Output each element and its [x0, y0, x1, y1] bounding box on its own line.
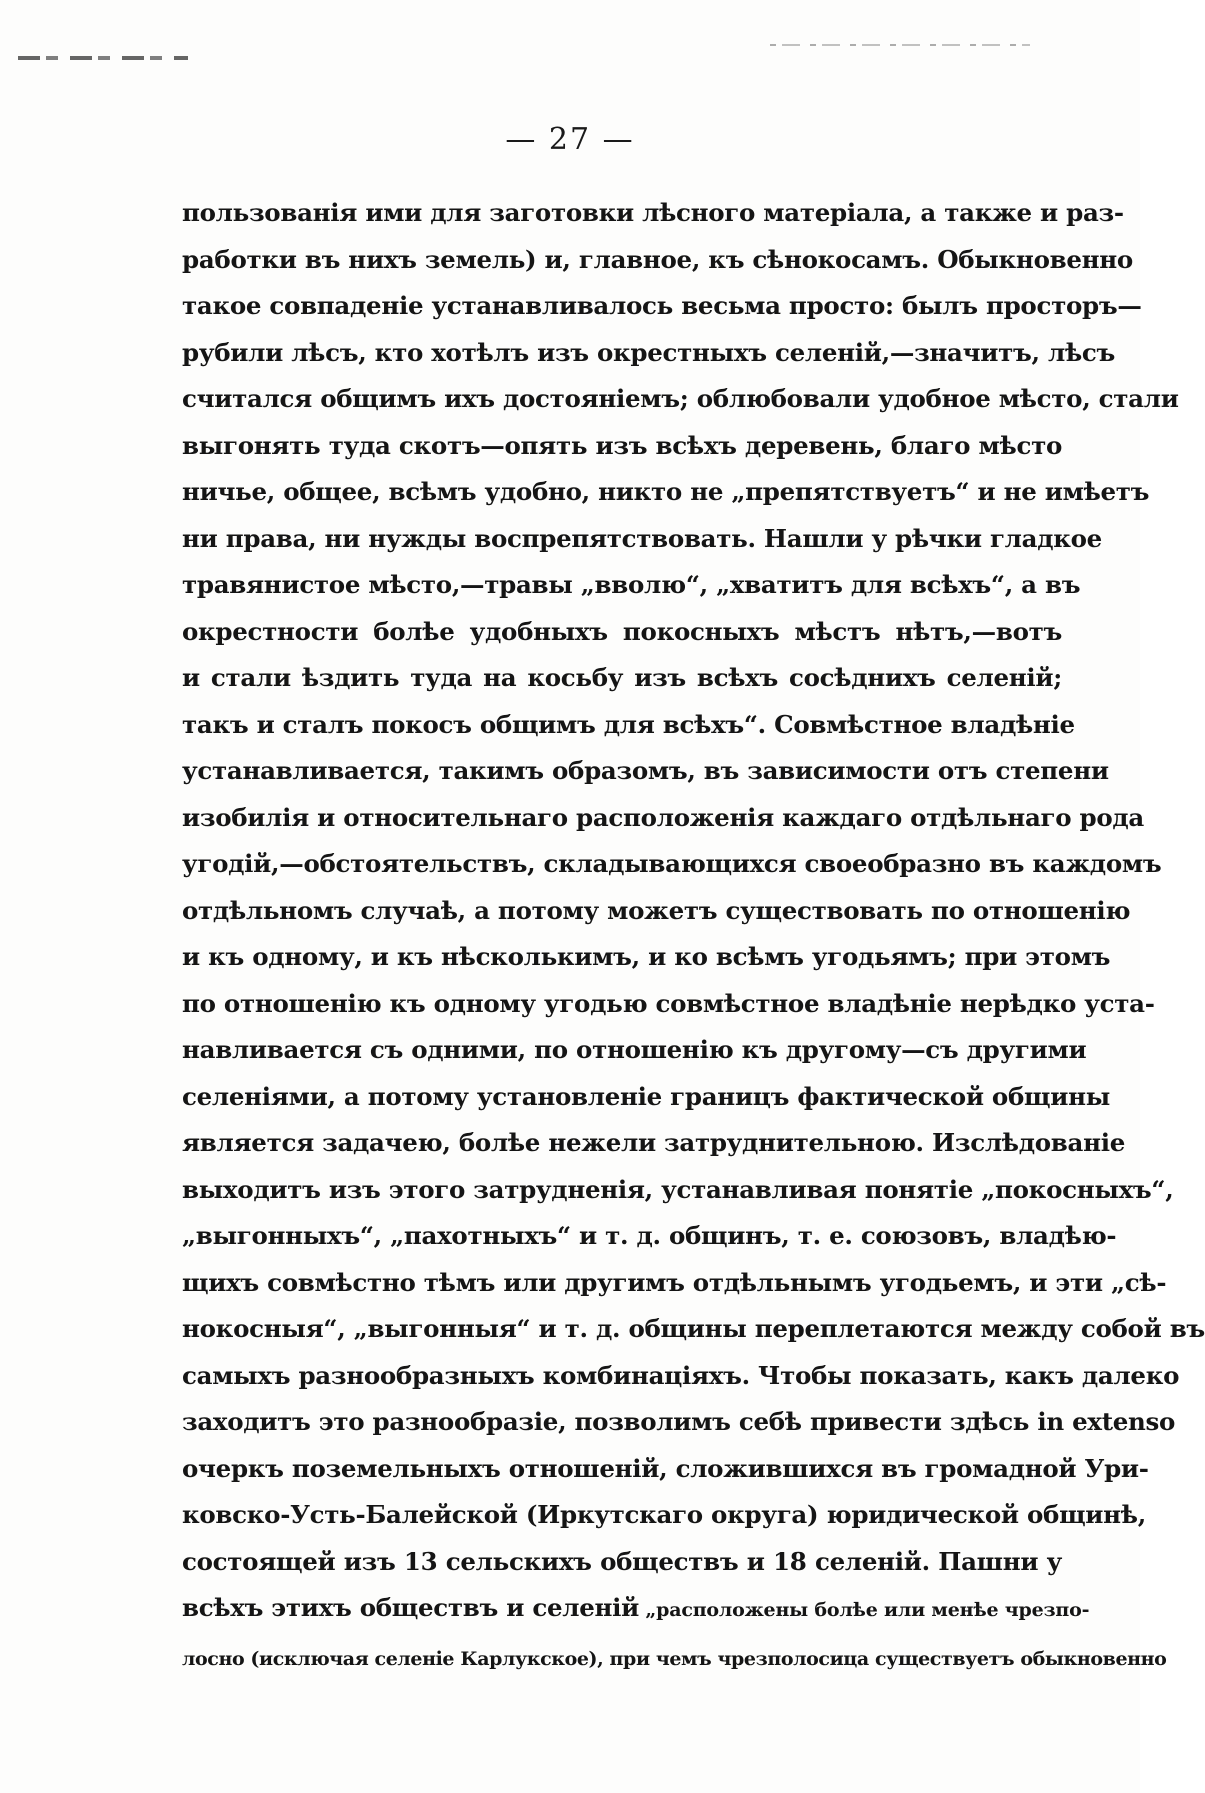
text-line: по отношенію къ одному угодью совмѣстное владѣніе нерѣдко уста- [182, 988, 1155, 1018]
text-line: ковско-Усть-Балейской (Иркутскаго округа) юридической общинѣ, [182, 1500, 1146, 1529]
page-number: — 27 — [505, 122, 635, 157]
text-line-mixed [182, 1585, 1090, 1632]
text-line: самыхъ разнообразныхъ комбинаціяхъ. Чтобы показать, какъ далеко [182, 1360, 1180, 1390]
text-line: работки въ нихъ земель) и, главное, къ сѣнокосамъ. Обыкновенно [182, 244, 1133, 274]
scan-artifact-right [770, 44, 1030, 46]
text-line: изобилія и относительнаго расположенія каждаго отдѣльнаго рода [182, 802, 1144, 832]
text-line: ни права, ни нужды воспрепятствовать. Нашли у рѣчки гладкое [182, 523, 1102, 553]
text-line: травянистое мѣсто,—травы „вволю“, „хватитъ для всѣхъ“, а въ [182, 570, 1081, 599]
text-line: считался общимъ ихъ достояніемъ; облюбовали удобное мѣсто, стали [182, 384, 1179, 413]
text-line: такое совпаденіе устанавливалось весьма просто: былъ просторъ— [182, 291, 1142, 320]
body-text [182, 190, 1205, 1632]
text-line: навливается съ одними, по отношенію къ другому—съ другими [182, 1035, 1087, 1064]
text-line: очеркъ поземельныхъ отношеній, сложившихся въ громадной Ури- [182, 1453, 1149, 1483]
text-line: ничье, общее, всѣмъ удобно, никто не „препятствуетъ“ и не имѣетъ [182, 477, 1150, 506]
text-line: пользованія ими для заготовки лѣсного матеріала, а также и раз- [182, 198, 1124, 227]
text-line: является задачею, болѣе нежели затруднительною. Изслѣдованіе [182, 1128, 1126, 1157]
text-line: угодій,—обстоятельствъ, складывающихся своеобразно въ каждомъ [182, 849, 1162, 878]
text-line: состоящей изъ 13 сельскихъ обществъ и 18 селеній. Пашни у [182, 1546, 1062, 1576]
text-line: отдѣльномъ случаѣ, а потому можетъ существовать по отношенію [182, 895, 1131, 925]
text-line: рубили лѣсъ, кто хотѣлъ изъ окрестныхъ селеній,—значитъ, лѣсъ [182, 337, 1115, 367]
text-line: и стали ѣздить туда на косьбу изъ всѣхъ сосѣднихъ селеній; [182, 663, 1062, 692]
text-line: „выгонныхъ“, „пахотныхъ“ и т. д. общинъ, т. е. союзовъ, владѣю- [182, 1221, 1117, 1250]
text-line: окрестности болѣе удобныхъ покосныхъ мѣстъ нѣтъ,—вотъ [182, 616, 1062, 646]
text-line: такъ и сталъ покосъ общимъ для всѣхъ“. Совмѣстное владѣніе [182, 709, 1075, 739]
footnote-line: лосно (исключая селеніе Карлукское), при чемъ чрезполосица существуетъ обыкновенно [182, 1648, 1167, 1670]
text-line: выгонять туда скотъ—опять изъ всѣхъ деревень, благо мѣсто [182, 430, 1062, 460]
text-line: выходитъ изъ этого затрудненія, устанавливая понятіе „покосныхъ“, [182, 1174, 1174, 1204]
text-line-large-part: всѣхъ этихъ обществъ и селеній [182, 1593, 640, 1622]
text-line: и къ одному, и къ нѣсколькимъ, и ко всѣмъ угодьямъ; при этомъ [182, 942, 1111, 971]
text-line: заходитъ это разнообразіе, позволимъ себѣ привести здѣсь in extenso [182, 1407, 1176, 1436]
text-line: устанавливается, такимъ образомъ, въ зависимости отъ степени [182, 756, 1109, 785]
text-line-small-part: „расположены болѣе или менѣе чрезпо- [639, 1599, 1090, 1621]
scan-artifact-left [18, 56, 188, 60]
text-line: нокосныя“, „выгонныя“ и т. д. общины переплетаются между собой въ [182, 1314, 1205, 1343]
text-line: щихъ совмѣстно тѣмъ или другимъ отдѣльнымъ угодьемъ, и эти „сѣ- [182, 1267, 1167, 1297]
text-line: селеніями, а потому установленіе границъ фактической общины [182, 1081, 1110, 1111]
